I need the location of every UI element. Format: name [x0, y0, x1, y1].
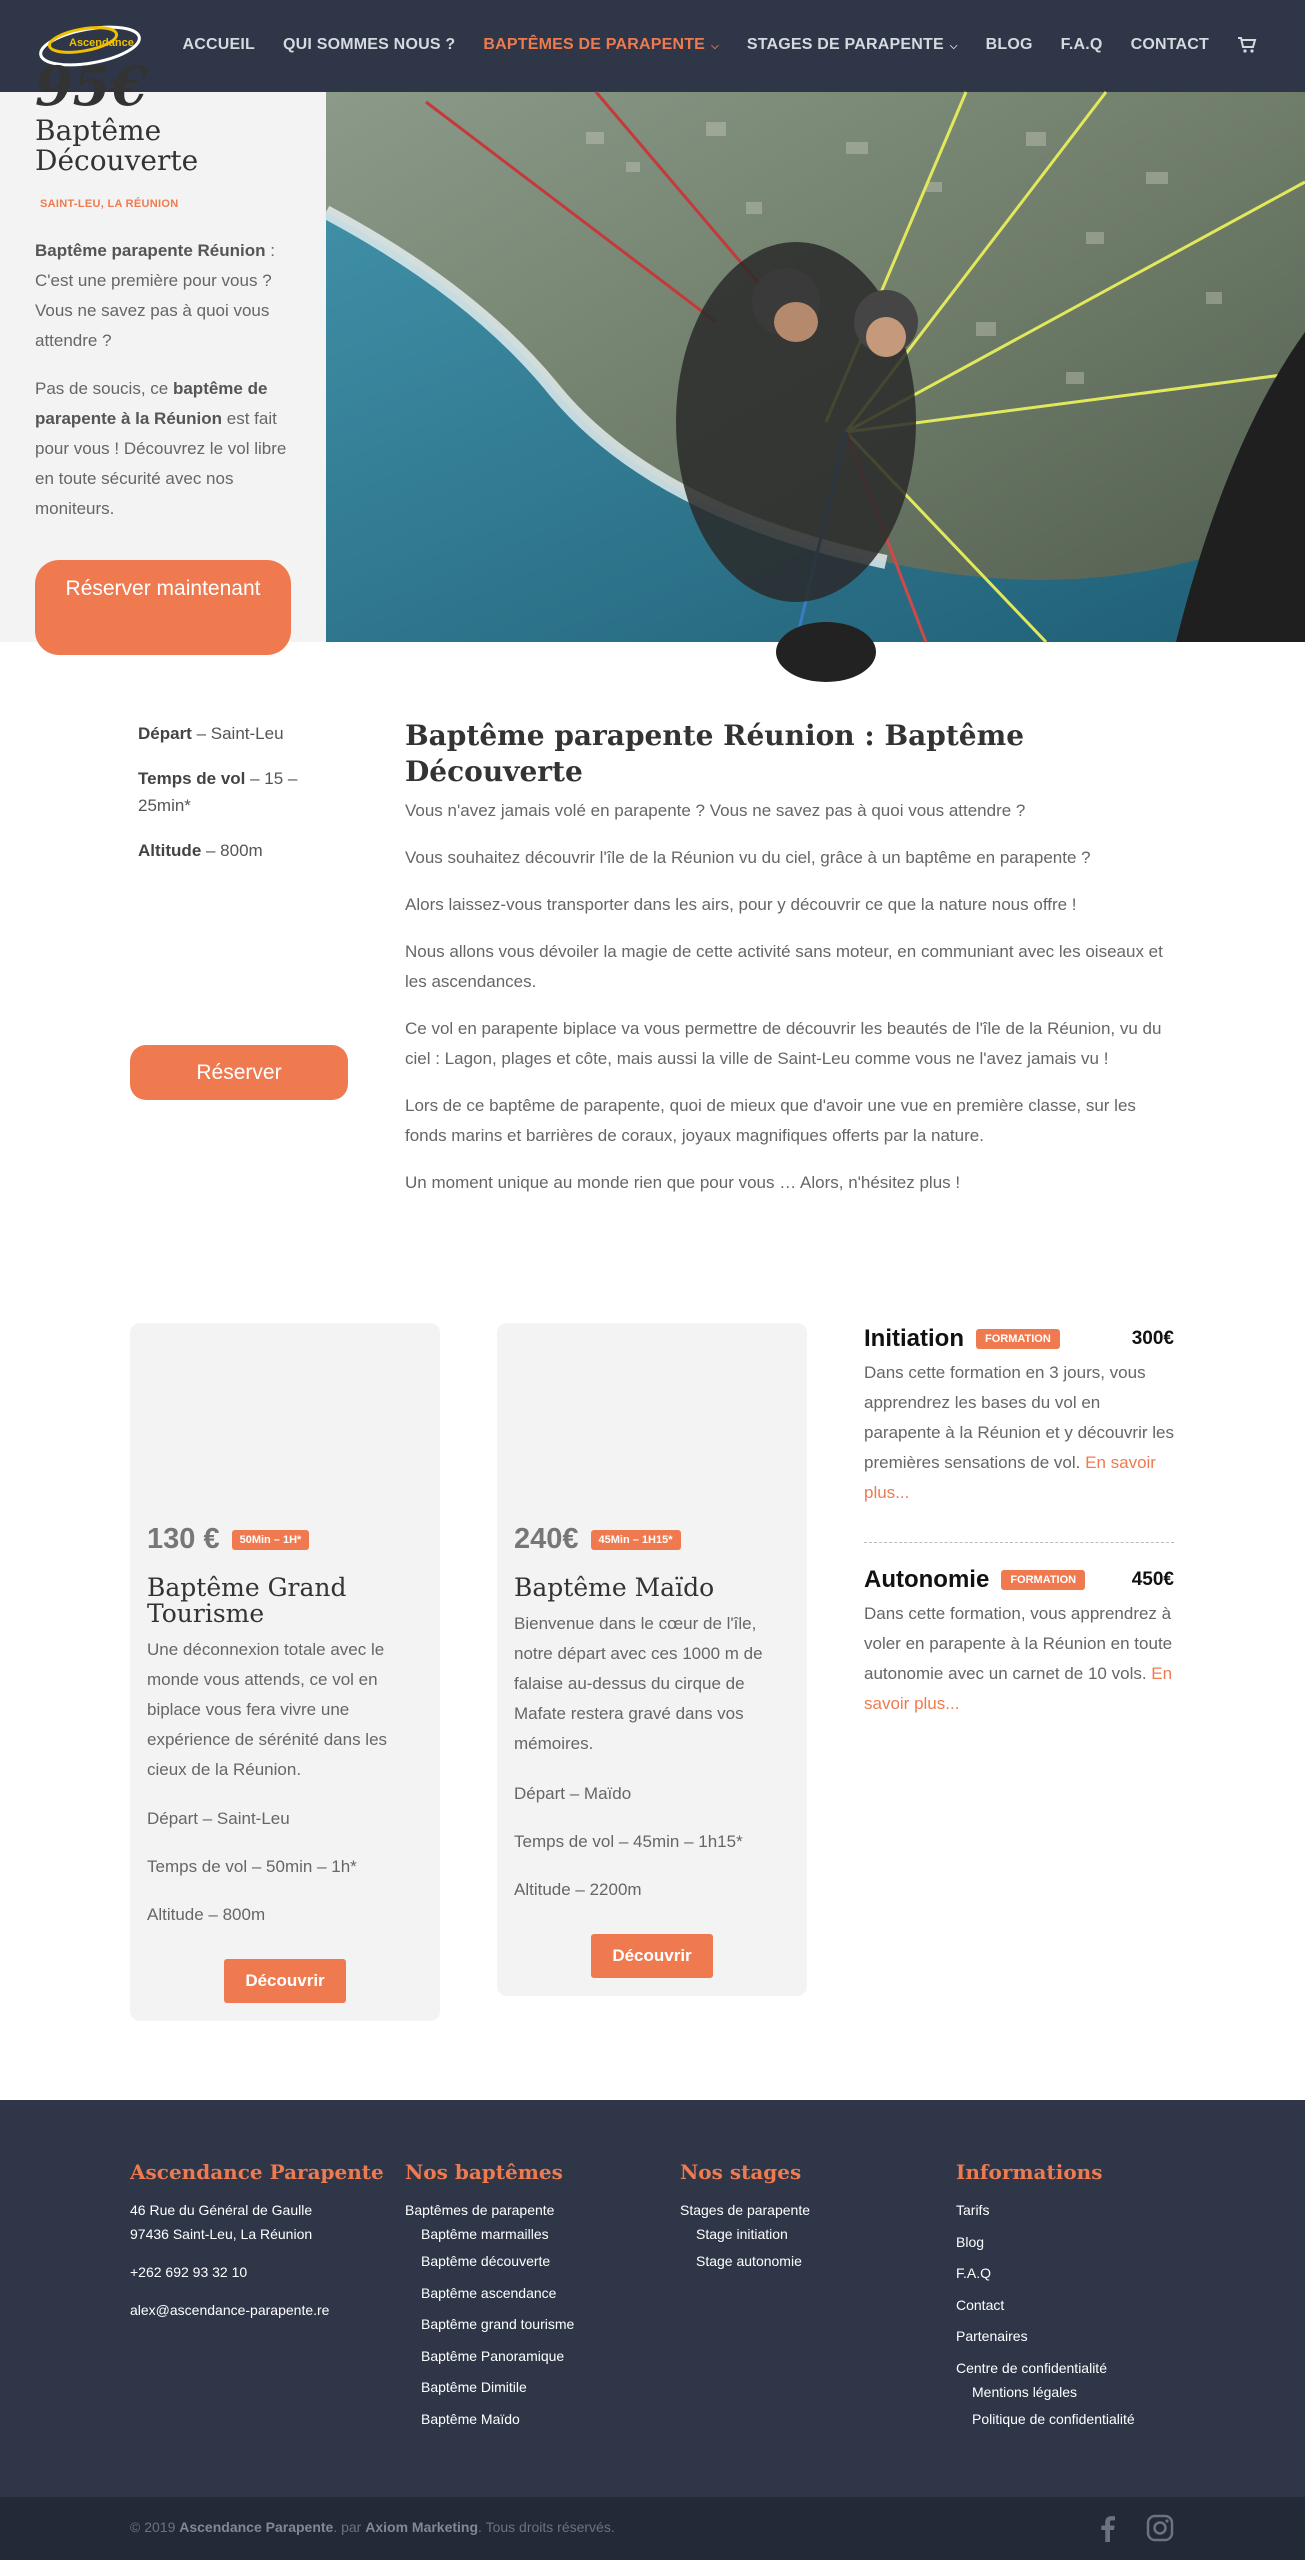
intro-paragraph: Ce vol en parapente biplace va vous permettre de découvrir les beautés de l'île de la Réunion, vu du ciel : Lagon, plages et côte, mais aussi la ville de Saint-Leu comme vous ne l'avez jamais vu ! — [405, 1019, 1162, 1068]
card-temps-de-vol: Temps de vol – 50min – 1h* — [147, 1857, 357, 1876]
intro-paragraph: Nous allons vous dévoiler la magie de cette activité sans moteur, en communiant avec les oiseaux et les ascendances. — [405, 942, 1163, 991]
intro-paragraph: Un moment unique au monde rien que pour vous … Alors, n'hésitez plus ! — [405, 1173, 961, 1192]
detail-depart: Départ – Saint-Leu — [138, 724, 284, 743]
detail-temps-de-vol: Temps de vol – 15 – 25min* — [138, 769, 298, 815]
footer-address-line: 97436 Saint-Leu, La Réunion — [130, 2226, 313, 2242]
footer-link[interactable]: Baptême Maïdo — [421, 2410, 520, 2427]
footer-link[interactable]: Centre de confidentialité — [956, 2359, 1107, 2376]
footer-link[interactable]: Baptême ascendance — [421, 2284, 557, 2301]
duration-badge: 50Min – 1H* — [232, 1530, 310, 1550]
footer-heading: Ascendance Parapente — [130, 2160, 384, 2184]
formation-price: 450€ — [1131, 1569, 1174, 1590]
card-temps-de-vol: Temps de vol – 45min – 1h15* — [514, 1832, 743, 1851]
offer-card-grand-tourisme — [130, 1323, 440, 2021]
divider — [864, 1542, 1174, 1543]
hero-paragraph-1: Baptême parapente Réunion : C'est une première pour vous ? Vous ne savez pas à quoi vous attendre ? — [35, 241, 275, 350]
footer-link[interactable]: Partenaires — [956, 2328, 1028, 2344]
footer-link[interactable]: Baptême marmailles — [421, 2226, 549, 2242]
hero-price: 95€ — [35, 54, 148, 118]
footer-phone[interactable]: +262 692 93 32 10 — [130, 2264, 248, 2280]
intro-paragraph: Vous n'avez jamais volé en parapente ? Vous ne savez pas à quoi vous attendre ? — [405, 801, 1026, 820]
footer-informations — [956, 2160, 1135, 2435]
intro-section — [405, 718, 1175, 1215]
nav-blog[interactable]: BLOG — [985, 36, 1033, 53]
formation-description: Dans cette formation en 3 jours, vous apprendrez les bases du vol en parapente à la Réunion et y découvrir les premières sensations de vol. En savoir plus... — [864, 1363, 1174, 1502]
reserve-now-button[interactable]: Réserver maintenant — [35, 560, 291, 655]
hero-title: Baptême Découverte — [35, 114, 199, 177]
flight-details — [130, 720, 320, 882]
nav-accueil[interactable]: ACCUEIL — [182, 36, 256, 53]
detail-altitude: Altitude – 800m — [138, 841, 263, 860]
card-depart: Départ – Maïdo — [514, 1784, 632, 1803]
card-depart: Départ – Saint-Leu — [147, 1809, 290, 1828]
footer-link[interactable]: F.A.Q — [956, 2265, 992, 2281]
footer-link[interactable]: Stage initiation — [696, 2226, 788, 2242]
chevron-down-icon: ⌵ — [711, 41, 719, 52]
card-price: 130 € — [147, 1523, 220, 1555]
footer-link[interactable]: Baptême Dimitile — [421, 2379, 527, 2395]
formation-title: Initiation — [864, 1325, 964, 1352]
discover-button[interactable]: Découvrir — [591, 1934, 713, 1978]
hero-location: SAINT-LEU, LA RÉUNION — [40, 198, 179, 210]
footer-link[interactable]: Stages de parapente — [680, 2202, 810, 2218]
nav-qui-sommes-nous[interactable]: QUI SOMMES NOUS ? — [283, 36, 456, 53]
footer-link[interactable]: Stage autonomie — [696, 2253, 802, 2269]
card-description: Une déconnexion totale avec le monde vous attends, ce vol en biplace vous fera vivre une expérience de sérénité dans les cieux de la Réunion. — [147, 1640, 388, 1779]
cart-icon[interactable] — [1237, 36, 1257, 54]
instagram-icon[interactable] — [1145, 2513, 1175, 2543]
footer-link[interactable]: Politique de confidentialité — [972, 2410, 1135, 2427]
footer-baptemes — [405, 2160, 574, 2435]
card-price: 240€ — [514, 1523, 579, 1555]
chevron-down-icon: ⌵ — [949, 41, 958, 52]
footer-heading: Informations — [956, 2160, 1103, 2184]
card-title: Baptême Grand Tourisme — [147, 1573, 347, 1628]
formations-list — [864, 1322, 1174, 1719]
card-description: Bienvenue dans le cœur de l'île, notre départ avec ces 1000 m de falaise au-dessus du cirque de Mafate restera gravé dans vos mémoires. — [514, 1614, 763, 1753]
footer-link[interactable]: Mentions légales — [972, 2383, 1078, 2400]
intro-paragraph: Vous souhaitez découvrir l'île de la Réunion vu du ciel, grâce à un baptême en parapente ? — [405, 848, 1091, 867]
formation-description: Dans cette formation, vous apprendrez à voler en parapente à la Réunion en toute autonomie avec un carnet de 10 vols. En savoir plus... — [864, 1604, 1173, 1713]
footer-address-line: 46 Rue du Général de Gaulle — [130, 2202, 313, 2218]
card-price-row — [514, 1523, 681, 1556]
footer-link[interactable]: Blog — [956, 2233, 985, 2250]
card-altitude: Altitude – 2200m — [514, 1880, 642, 1899]
formation-title: Autonomie — [864, 1566, 990, 1593]
card-title: Baptême Maïdo — [514, 1573, 715, 1602]
formation-initiation — [864, 1322, 1174, 1508]
footer-link[interactable]: Baptêmes de parapente — [405, 2202, 555, 2218]
nav-baptemes[interactable]: BAPTÊMES DE PARAPENTE ⌵ — [483, 36, 719, 53]
footer-contact — [130, 2160, 384, 2322]
intro-paragraph: Alors laissez-vous transporter dans les airs, pour y découvrir ce que la nature nous offre ! — [405, 895, 1077, 914]
learn-more-link[interactable]: En savoir plus... — [864, 1453, 1156, 1502]
nav-faq[interactable]: F.A.Q — [1060, 36, 1103, 53]
reserve-button[interactable]: Réserver — [130, 1045, 348, 1100]
hero-panel — [0, 54, 326, 642]
nav-stages[interactable]: STAGES DE PARAPENTE ⌵ — [746, 36, 958, 53]
svg-text:Ascendance: Ascendance — [69, 37, 134, 49]
intro-title: Baptême parapente Réunion : Baptême Découverte — [405, 719, 1025, 788]
footer-link[interactable]: Baptême Panoramique — [421, 2347, 565, 2364]
footer-email[interactable]: alex@ascendance-parapente.re — [130, 2302, 330, 2318]
footer-heading: Nos baptêmes — [405, 2160, 563, 2184]
intro-paragraph: Lors de ce baptême de parapente, quoi de mieux que d'avoir une vue en première classe, sur les fonds marins et barrières de coraux, joyaux magnifiques offerts par la nature. — [405, 1096, 1136, 1145]
footer-link[interactable]: Tarifs — [956, 2202, 990, 2218]
footer-bottom-bar — [0, 2497, 1305, 2560]
duration-badge: 45Min – 1H15* — [591, 1530, 681, 1550]
site-header — [0, 0, 1305, 92]
card-price-row — [147, 1523, 309, 1556]
footer-link[interactable]: Baptême grand tourisme — [421, 2316, 575, 2332]
formation-badge: FORMATION — [1001, 1570, 1085, 1590]
offer-card-maido — [497, 1323, 807, 1996]
footer-stages — [680, 2160, 810, 2278]
hero-paragraph-2: Pas de soucis, ce baptême de parapente à la Réunion est fait pour vous ! Découvrez le vol libre en toute sécurité avec nos moniteurs. — [35, 379, 287, 518]
facebook-icon[interactable] — [1093, 2513, 1123, 2543]
formation-autonomie — [864, 1563, 1174, 1719]
footer-heading: Nos stages — [680, 2160, 802, 2184]
card-altitude: Altitude – 800m — [147, 1905, 266, 1924]
copyright: © 2019 Ascendance Parapente. par Axiom Marketing. Tous droits réservés. — [130, 2519, 615, 2535]
hero-photo — [326, 92, 1305, 642]
learn-more-link[interactable]: En savoir plus... — [864, 1664, 1173, 1713]
site-footer — [0, 2100, 1305, 2497]
discover-button[interactable]: Découvrir — [224, 1959, 346, 2003]
nav-contact[interactable]: CONTACT — [1130, 36, 1209, 53]
main-nav — [183, 36, 1257, 54]
formation-price: 300€ — [1131, 1328, 1174, 1349]
formation-badge: FORMATION — [976, 1329, 1060, 1349]
footer-link[interactable]: Contact — [956, 2296, 1005, 2313]
footer-link[interactable]: Baptême découverte — [421, 2253, 551, 2269]
